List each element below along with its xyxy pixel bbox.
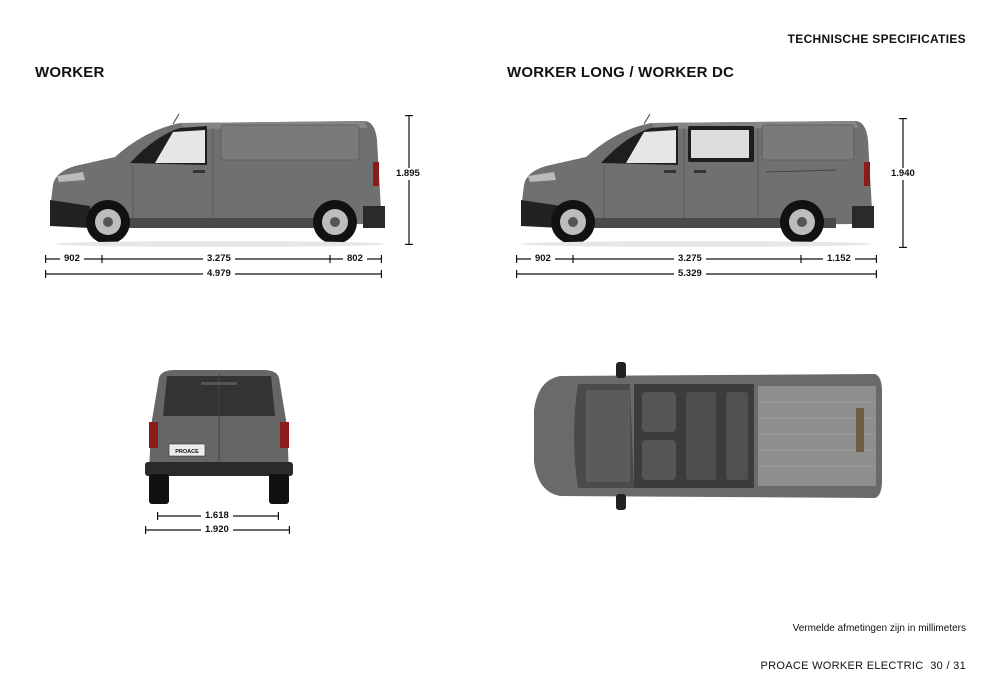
overall-width: 1.920	[201, 524, 233, 536]
measurement-note: Vermelde afmetingen zijn in millimeters	[792, 623, 966, 634]
license-plate-text: PROACE	[175, 449, 199, 455]
van-rear-view	[145, 366, 293, 506]
van-side-view-worker	[45, 110, 390, 250]
height-dimension-line-right	[898, 118, 908, 248]
left-total-length: 4.979	[203, 268, 235, 280]
left-front-overhang: 902	[60, 253, 84, 265]
right-wheelbase: 3.275	[674, 253, 706, 265]
right-rear-overhang: 1.152	[823, 253, 855, 265]
right-model-title: WORKER LONG / WORKER DC	[507, 64, 735, 81]
right-front-overhang: 902	[531, 253, 555, 265]
van-side-view-worker-long	[516, 110, 876, 250]
left-model-title: WORKER	[35, 64, 105, 81]
footer	[760, 660, 966, 672]
van-top-view	[530, 362, 885, 512]
left-rear-overhang: 802	[343, 253, 367, 265]
page-number: 30 / 31	[930, 660, 966, 672]
footer-brand: PROACE WORKER ELECTRIC	[760, 660, 924, 672]
right-total-length: 5.329	[674, 268, 706, 280]
height-dimension-line-left	[404, 115, 414, 245]
left-wheelbase: 3.275	[203, 253, 235, 265]
section-title: TECHNISCHE SPECIFICATIES	[787, 32, 966, 46]
rear-track-width: 1.618	[201, 510, 233, 522]
left-height-value: 1.895	[392, 168, 424, 180]
right-height-value: 1.940	[887, 168, 919, 180]
